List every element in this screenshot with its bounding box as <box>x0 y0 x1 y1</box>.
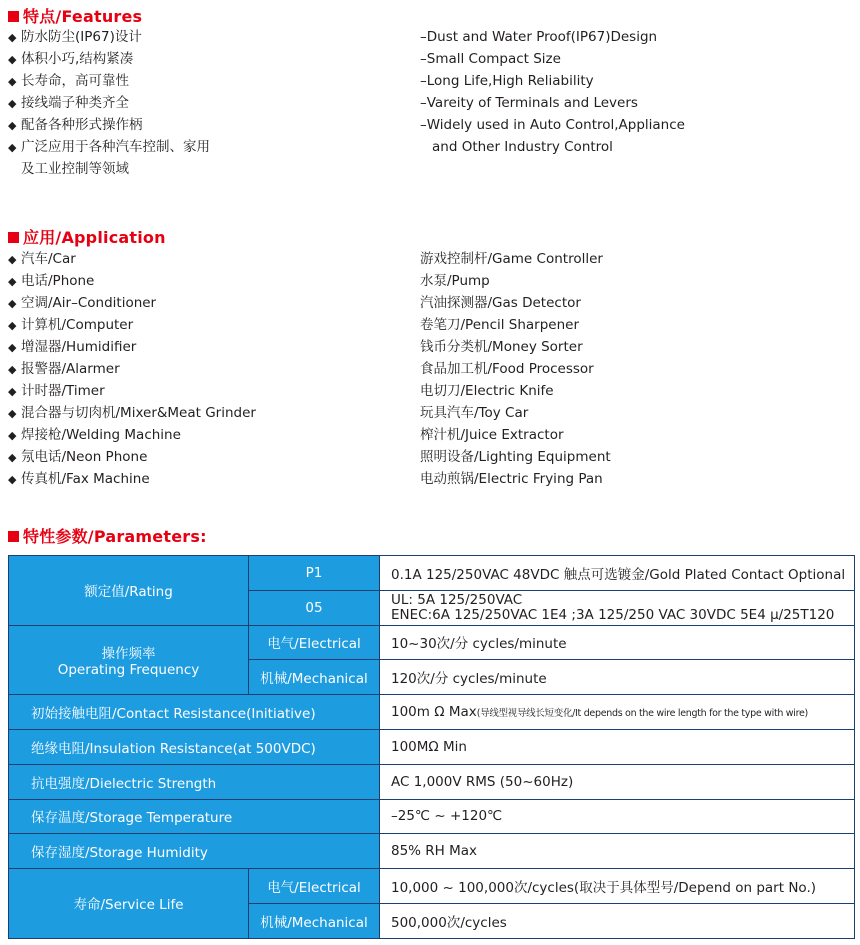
application-right-list <box>420 248 611 490</box>
features-cn-list <box>8 26 210 180</box>
list-item-continuation: 及工业控制等领域 <box>21 161 129 177</box>
list-item: ◆ 计时器/Timer <box>8 380 256 402</box>
list-item: ◆ 氖电话/Neon Phone <box>8 446 256 468</box>
rating-p1-label: P1 <box>249 556 380 591</box>
diamond-bullet-icon: ◆ <box>8 319 17 332</box>
list-item: ◆ 焊接枪/Welding Machine <box>8 424 256 446</box>
application-heading: 应用/Application <box>8 225 166 248</box>
diamond-bullet-icon: ◆ <box>8 97 17 110</box>
diamond-bullet-icon: ◆ <box>8 119 17 132</box>
service-life-electrical-value: 10,000 ~ 100,000次/cycles(取决于具体型号/Depend on part No.) <box>380 869 855 904</box>
dielectric-value: AC 1,000V RMS (50~60Hz) <box>380 764 855 799</box>
storage-temperature-label: 保存温度/Storage Temperature <box>9 799 380 834</box>
frequency-label: 操作频率 Operating Frequency <box>9 625 249 695</box>
list-item: 玩具汽车/Toy Car <box>420 405 529 421</box>
list-item: ◆ 防水防尘(IP67)设计 <box>8 26 210 48</box>
list-item: –Vareity of Terminals and Levers <box>420 95 638 111</box>
diamond-bullet-icon: ◆ <box>8 275 17 288</box>
table-row-dielectric <box>9 764 855 799</box>
diamond-bullet-icon: ◆ <box>8 141 17 154</box>
red-square-icon <box>8 11 19 22</box>
list-item: ◆ 广泛应用于各种汽车控制、家用 <box>8 136 210 158</box>
red-square-icon <box>8 232 19 243</box>
table-row-frequency-electrical <box>9 625 855 660</box>
list-item: ◆ 接线端子种类齐全 <box>8 92 210 114</box>
diamond-bullet-icon: ◆ <box>8 451 17 464</box>
list-item: ◆ 体积小巧,结构紧凑 <box>8 48 210 70</box>
diamond-bullet-icon: ◆ <box>8 407 17 420</box>
list-item: ◆ 报警器/Alarmer <box>8 358 256 380</box>
list-item: 游戏控制杆/Game Controller <box>420 251 603 267</box>
parameters-table <box>8 555 855 939</box>
list-item: –Dust and Water Proof(IP67)Design <box>420 29 658 45</box>
service-life-mechanical-value: 500,000次/cycles <box>380 903 855 938</box>
table-row-rating-p1 <box>9 556 855 591</box>
list-item: ◆ 长寿命，高可靠性 <box>8 70 210 92</box>
list-item: –Small Compact Size <box>420 51 561 67</box>
diamond-bullet-icon: ◆ <box>8 75 17 88</box>
table-row-storage-humidity <box>9 834 855 869</box>
storage-humidity-value: 85% RH Max <box>380 834 855 869</box>
rating-p1-value: 0.1A 125/250VAC 48VDC 触点可选镀金/Gold Plated Contact Optional <box>380 556 855 591</box>
list-item: ◆ 电话/Phone <box>8 270 256 292</box>
list-item: ◆ 传真机/Fax Machine <box>8 468 256 490</box>
frequency-electrical-label: 电气/Electrical <box>249 625 380 660</box>
features-heading: 特点/Features <box>8 4 142 27</box>
list-item-continuation: and Other Industry Control <box>432 139 613 155</box>
list-item: ◆ 汽车/Car <box>8 248 256 270</box>
list-item: 卷笔刀/Pencil Sharpener <box>420 317 580 333</box>
contact-resistance-value: 100m Ω Max(导线型视导线长短变化/It depends on the wire length for the type with wire) <box>380 695 855 730</box>
list-item: 钱币分类机/Money Sorter <box>420 339 583 355</box>
red-square-icon <box>8 531 19 542</box>
rating-05-label: 05 <box>249 590 380 625</box>
frequency-mechanical-label: 机械/Mechanical <box>249 660 380 695</box>
list-item: ◆ 配备各种形式操作柄 <box>8 114 210 136</box>
diamond-bullet-icon: ◆ <box>8 385 17 398</box>
list-item: –Widely used in Auto Control,Appliance <box>420 117 685 133</box>
diamond-bullet-icon: ◆ <box>8 363 17 376</box>
insulation-label: 绝缘电阻/Insulation Resistance(at 500VDC) <box>9 729 380 764</box>
table-row-service-life-electrical <box>9 869 855 904</box>
list-item: –Long Life,High Reliability <box>420 73 594 89</box>
list-item: 汽油探测器/Gas Detector <box>420 295 581 311</box>
diamond-bullet-icon: ◆ <box>8 429 17 442</box>
frequency-electrical-value: 10~30次/分 cycles/minute <box>380 625 855 660</box>
list-item: 电切刀/Electric Knife <box>420 383 554 399</box>
table-row-contact-resistance <box>9 695 855 730</box>
diamond-bullet-icon: ◆ <box>8 53 17 66</box>
contact-resistance-label: 初始接触电阻/Contact Resistance(Initiative) <box>9 695 380 730</box>
list-item: ◆ 混合器与切肉机/Mixer&Meat Grinder <box>8 402 256 424</box>
list-item: 食品加工机/Food Processor <box>420 361 594 377</box>
service-life-label: 寿命/Service Life <box>9 869 249 939</box>
service-life-mechanical-label: 机械/Mechanical <box>249 903 380 938</box>
diamond-bullet-icon: ◆ <box>8 297 17 310</box>
table-row-storage-temperature <box>9 799 855 834</box>
list-item: ◆ 计算机/Computer <box>8 314 256 336</box>
table-row-insulation <box>9 729 855 764</box>
list-item: 榨汁机/Juice Extractor <box>420 427 564 443</box>
insulation-value: 100MΩ Min <box>380 729 855 764</box>
storage-humidity-label: 保存湿度/Storage Humidity <box>9 834 380 869</box>
service-life-electrical-label: 电气/Electrical <box>249 869 380 904</box>
diamond-bullet-icon: ◆ <box>8 31 17 44</box>
parameters-heading: 特性参数/Parameters: <box>8 524 207 547</box>
list-item: 电动煎锅/Electric Frying Pan <box>420 471 603 487</box>
list-item: 水泵/Pump <box>420 273 490 289</box>
list-item: ◆ 空调/Air–Conditioner <box>8 292 256 314</box>
list-item: ◆ 增湿器/Humidifier <box>8 336 256 358</box>
list-item: 照明设备/Lighting Equipment <box>420 449 611 465</box>
rating-05-value: UL: 5A 125/250VAC ENEC:6A 125/250VAC 1E4 ;3A 125/250 VAC 30VDC 5E4 µ/25T120 <box>380 590 855 625</box>
diamond-bullet-icon: ◆ <box>8 253 17 266</box>
features-en-list <box>420 26 685 158</box>
dielectric-label: 抗电强度/Dielectric Strength <box>9 764 380 799</box>
diamond-bullet-icon: ◆ <box>8 473 17 486</box>
rating-label: 额定值/Rating <box>9 556 249 626</box>
storage-temperature-value: –25℃ ~ +120℃ <box>380 799 855 834</box>
application-left-list <box>8 248 256 490</box>
diamond-bullet-icon: ◆ <box>8 341 17 354</box>
frequency-mechanical-value: 120次/分 cycles/minute <box>380 660 855 695</box>
